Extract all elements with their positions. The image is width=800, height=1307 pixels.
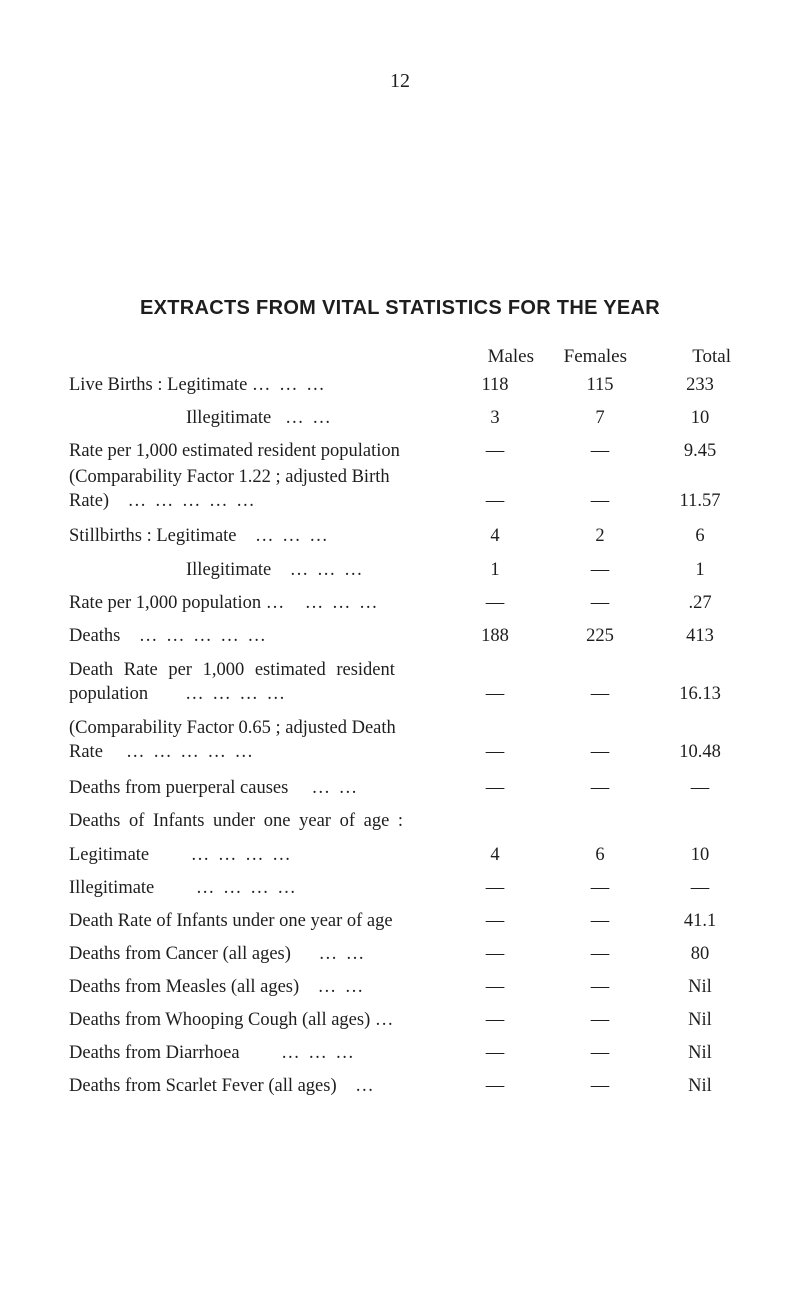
males-value: — (485, 1010, 505, 1030)
males-value: — (485, 977, 505, 997)
males-value: 1 (490, 560, 500, 580)
males-value: — (485, 944, 505, 964)
table-row (0, 557, 800, 590)
males-value: — (485, 491, 505, 511)
row-label: Deaths of Infants under one year of age : (69, 811, 404, 831)
males-value: — (485, 441, 505, 461)
females-value: — (590, 684, 610, 704)
females-value: 115 (586, 375, 614, 395)
statistics-table (0, 372, 800, 1106)
females-value: 7 (595, 408, 605, 428)
table-row (0, 1040, 800, 1073)
females-value: 6 (595, 845, 605, 865)
table-row (0, 941, 800, 974)
table-row (0, 715, 800, 775)
females-value: — (590, 742, 610, 762)
total-value: Nil (688, 1043, 712, 1063)
males-value: 188 (481, 626, 509, 646)
row-label: Deaths from Cancer (all ages) … … (69, 944, 367, 964)
males-value: — (485, 1043, 505, 1063)
table-row (0, 405, 800, 438)
header-total: Total (692, 346, 731, 367)
total-value: — (690, 878, 710, 898)
table-row (0, 908, 800, 941)
table-row (0, 372, 800, 405)
row-label: Death Rate of Infants under one year of age (69, 911, 393, 931)
row-label: Rate per 1,000 estimated resident population (69, 441, 400, 461)
table-row (0, 974, 800, 1007)
page-number: 12 (390, 70, 410, 92)
males-value: — (485, 878, 505, 898)
header-females: Females (563, 346, 627, 367)
table-header (0, 346, 800, 372)
females-value: 225 (586, 626, 614, 646)
row-label: Deaths from Diarrhoea … … … (69, 1043, 356, 1063)
page-title: EXTRACTS FROM VITAL STATISTICS FOR THE YEAR (140, 297, 660, 319)
males-value: 118 (481, 375, 509, 395)
females-value: — (590, 491, 610, 511)
females-value: — (590, 944, 610, 964)
row-label: Rate per 1,000 population … … … … (69, 593, 380, 613)
females-value: — (590, 560, 610, 580)
row-label: Death Rate per 1,000 estimated resident (69, 660, 395, 680)
females-value: — (590, 1076, 610, 1096)
row-label: Live Births : Legitimate … … … (69, 375, 327, 395)
males-value: — (485, 593, 505, 613)
females-value: — (590, 1043, 610, 1063)
table-row (0, 464, 800, 523)
table-row (0, 1073, 800, 1106)
row-label: Illegitimate … … … (186, 560, 365, 580)
row-label: (Comparability Factor 1.22 ; adjusted Birth (69, 467, 390, 487)
total-value: Nil (688, 1010, 712, 1030)
table-row (0, 1007, 800, 1040)
males-value: 4 (490, 845, 500, 865)
total-value: .27 (688, 593, 712, 613)
total-value: Nil (688, 1076, 712, 1096)
row-label: Deaths from puerperal causes … … (69, 778, 360, 798)
males-value: 3 (490, 408, 500, 428)
row-label: Deaths from Scarlet Fever (all ages) … (69, 1076, 376, 1096)
males-value: — (485, 742, 505, 762)
row-label: (Comparability Factor 0.65 ; adjusted Death (69, 718, 396, 738)
females-value: — (590, 778, 610, 798)
total-value: 10 (690, 408, 710, 428)
table-row (0, 438, 800, 464)
females-value: — (590, 977, 610, 997)
females-value: — (590, 878, 610, 898)
row-label: Illegitimate … … (186, 408, 333, 428)
row-label: Stillbirths : Legitimate … … … (69, 526, 330, 546)
females-value: — (590, 911, 610, 931)
row-label-continued: population … … … … (69, 684, 288, 704)
header-males: Males (487, 346, 534, 367)
males-value: — (485, 911, 505, 931)
table-row (0, 842, 800, 875)
row-label: Legitimate … … … … (69, 845, 293, 865)
total-value: 6 (695, 526, 705, 546)
males-value: — (485, 778, 505, 798)
males-value: 4 (490, 526, 500, 546)
males-value: — (485, 684, 505, 704)
total-value: 233 (686, 375, 714, 395)
row-label: Deaths … … … … … (69, 626, 268, 646)
table-row (0, 875, 800, 908)
table-row (0, 775, 800, 808)
total-value: — (690, 778, 710, 798)
row-label: Deaths from Measles (all ages) … … (69, 977, 366, 997)
total-value: 11.57 (679, 491, 721, 511)
total-value: 9.45 (683, 441, 717, 461)
row-label-continued: Rate) … … … … … (69, 491, 257, 511)
total-value: 10 (690, 845, 710, 865)
total-value: Nil (688, 977, 712, 997)
females-value: 2 (595, 526, 605, 546)
total-value: 41.1 (683, 911, 717, 931)
table-row (0, 657, 800, 715)
females-value: — (590, 441, 610, 461)
row-label: Illegitimate … … … … (69, 878, 298, 898)
total-value: 1 (695, 560, 705, 580)
total-value: 10.48 (679, 742, 721, 762)
total-value: 16.13 (679, 684, 721, 704)
table-row (0, 623, 800, 657)
table-row (0, 523, 800, 557)
females-value: — (590, 593, 610, 613)
total-value: 413 (686, 626, 714, 646)
table-row (0, 808, 800, 842)
table-row (0, 590, 800, 623)
females-value: — (590, 1010, 610, 1030)
total-value: 80 (690, 944, 710, 964)
row-label: Deaths from Whooping Cough (all ages) … (69, 1010, 396, 1030)
males-value: — (485, 1076, 505, 1096)
row-label-continued: Rate … … … … … (69, 742, 256, 762)
